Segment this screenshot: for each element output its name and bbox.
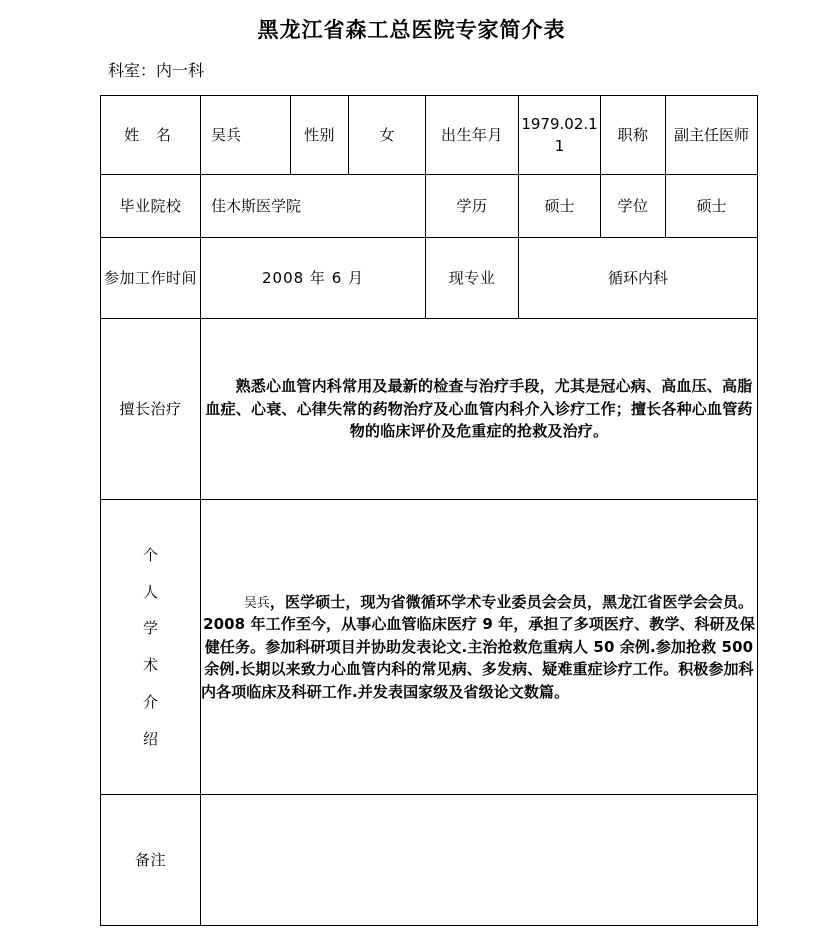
value-gender: 女 <box>349 96 426 175</box>
value-name: 吴兵 <box>201 96 291 175</box>
value-work-start-time: 2008 年 6 月 <box>201 238 426 319</box>
table-row-name <box>101 96 758 175</box>
label-academic-intro-char: 绍 <box>142 729 158 748</box>
label-academic-intro-char: 个 <box>142 545 158 564</box>
table-row-worktime <box>101 238 758 319</box>
label-gender: 性别 <box>291 96 349 175</box>
label-academic-intro-char: 术 <box>142 656 158 674</box>
table-row-skills <box>101 319 758 500</box>
table-row-school <box>101 175 758 238</box>
label-academic-intro-char: 介 <box>142 692 158 711</box>
academic-intro-name: 吴兵 <box>243 595 270 611</box>
skills-text: 熟悉心血管内科常用及最新的检查与治疗手段，尤其是冠心病、高血压、高脂血症、心衰、心律失常的药物治疗及心血管内科介入诊疗工作；擅长各种心血管药物的临床评价及危重症的抢救及治疗。 <box>205 377 753 441</box>
page-title: 黑龙江省森工总医院专家简介表 <box>257 17 566 42</box>
label-job-title: 职称 <box>601 96 666 175</box>
table-row-remarks <box>101 795 758 926</box>
value-graduate-school: 佳木斯医学院 <box>201 175 426 238</box>
value-education: 硕士 <box>519 175 601 238</box>
label-graduate-school: 毕业院校 <box>101 175 201 238</box>
label-current-specialty: 现专业 <box>426 238 519 319</box>
department-line: 科室：内一科 <box>108 61 205 80</box>
value-current-specialty: 循环内科 <box>519 238 758 319</box>
label-academic-intro-char: 学 <box>142 619 158 638</box>
table-row-academic-intro <box>101 500 758 795</box>
value-degree: 硕士 <box>666 175 758 238</box>
label-work-start-time: 参加工作时间 <box>101 238 201 319</box>
value-remarks <box>201 795 758 926</box>
value-skills <box>201 319 758 500</box>
label-remarks: 备注 <box>101 795 201 926</box>
label-degree: 学位 <box>601 175 666 238</box>
label-academic-intro <box>101 500 201 795</box>
value-academic-intro <box>201 500 758 795</box>
value-birth-date: 1979.02.11 <box>519 96 601 175</box>
label-birth-date: 出生年月 <box>426 96 519 175</box>
value-job-title: 副主任医师 <box>666 96 758 175</box>
label-education: 学历 <box>426 175 519 238</box>
label-skills: 擅长治疗 <box>101 319 201 500</box>
academic-intro-text: ，医学硕士，现为省微循环学术专业委员会会员，黑龙江省医学会会员。2008 年工作至今，从事心血管临床医疗 9 年，承担了多项医疗、教学、科研及保健任务。参加科研项目并协助发表论文.主治抢救危重病人 50 余例.参加抢救 500 余例.长期以来致力心血管内科的常见病、多发病、疑难重症诊疗工作。积极参加科内各项临床及科研工作.并发表国家级及省级论文数篇。 <box>201 592 755 701</box>
expert-profile-table <box>100 95 758 926</box>
label-academic-intro-char: 人 <box>142 582 158 601</box>
label-name: 姓 名 <box>101 96 201 175</box>
